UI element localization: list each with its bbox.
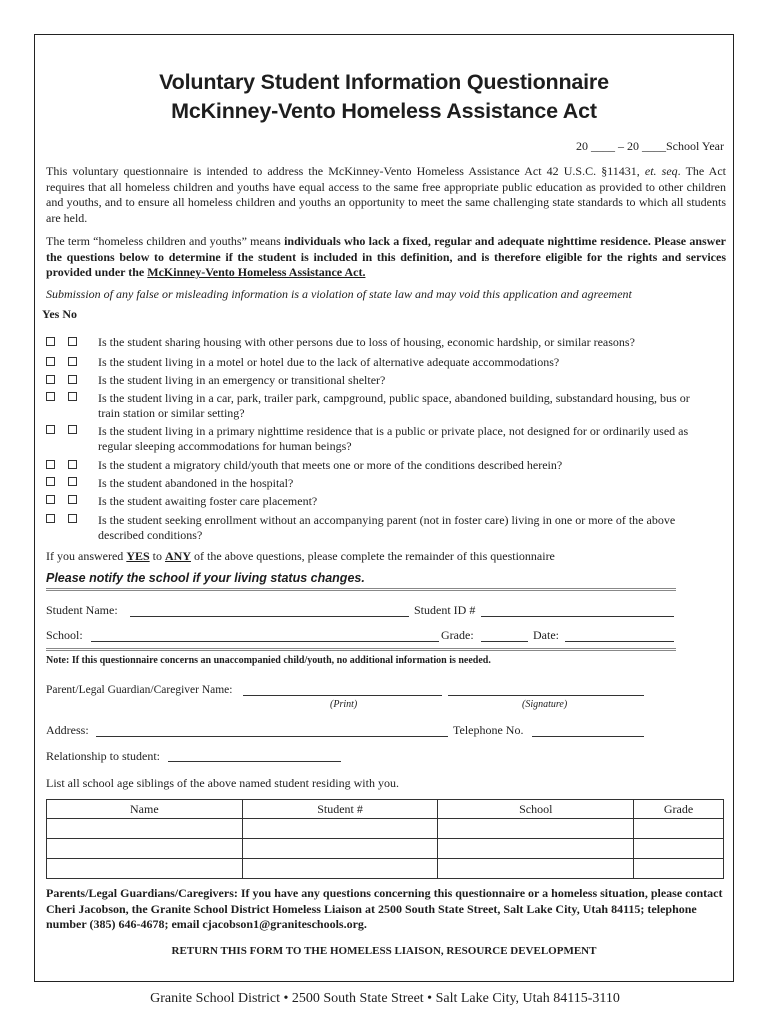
yes-no-header: Yes No [42,307,77,321]
table-cell[interactable] [634,819,724,839]
signature-caption: (Signature) [522,699,568,710]
question-5: Is the student living in a primary nighttime residence that is a public or private place, not designed for or ordinarily used as regular sleeping accommodations for human beings? [98,424,689,453]
table-row [47,859,724,879]
address-label: Address: [46,723,89,737]
section-divider [46,588,676,591]
table-cell[interactable] [47,859,243,879]
q4-no-checkbox[interactable] [68,392,77,401]
student-name-label: Student Name: [46,603,118,617]
q5-no-checkbox[interactable] [68,425,77,434]
q1-no-checkbox[interactable] [68,337,77,346]
table-row [47,819,724,839]
relationship-field[interactable] [168,761,341,762]
q8-no-checkbox[interactable] [68,495,77,504]
form-subtitle: McKinney-Vento Homeless Assistance Act [171,99,597,123]
q3-no-checkbox[interactable] [68,375,77,384]
return-instruction: RETURN THIS FORM TO THE HOMELESS LIAISON, RESOURCE DEVELOPMENT [171,945,597,957]
table-cell[interactable] [47,839,243,859]
student-id-label: Student ID # [414,603,476,617]
header-grade: Grade [634,800,724,819]
siblings-intro: List all school age siblings of the above named student residing with you. [46,776,399,790]
q9-yes-checkbox[interactable] [46,514,55,523]
table-cell[interactable] [438,819,634,839]
question-8: Is the student awaiting foster care placement? [98,494,318,508]
question-7: Is the student abandoned in the hospital? [98,476,294,490]
q7-yes-checkbox[interactable] [46,477,55,486]
table-cell[interactable] [242,819,438,839]
siblings-table [46,799,724,879]
notify-banner: Please notify the school if your living status changes. [46,571,365,585]
q9-no-checkbox[interactable] [68,514,77,523]
guardian-signature-field[interactable] [448,695,644,696]
intro-paragraph: This voluntary questionnaire is intended to address the McKinney-Vento Homeless Assistance Act 42 U.S.C. §11431, et. seq. The Act requires that all homeless children and youths have equal access to the same free appropriate public education as provided to other children and youths, and to ensure all homeless children and youths an opportunity to meet the same challenging state standards to which all students are held. [46,164,727,225]
date-label: Date: [533,628,559,642]
school-field[interactable] [91,641,439,642]
page-footer: Granite School District • 2500 South State Street • Salt Lake City, Utah 84115-3110 [150,991,620,1006]
q1-yes-checkbox[interactable] [46,337,55,346]
telephone-field[interactable] [532,736,644,737]
question-2: Is the student living in a motel or hotel due to the lack of alternative adequate accommodations? [98,355,560,369]
school-year: 20 ____ – 20 ____School Year [575,139,724,153]
q5-yes-checkbox[interactable] [46,425,55,434]
student-id-field[interactable] [481,616,674,617]
followup-instruction: If you answered YES to ANY of the above questions, please complete the remainder of this questionnaire [46,549,555,563]
question-9: Is the student seeking enrollment without an accompanying parent (not in foster care) living in one or more of the above described conditions? [98,513,676,542]
table-header-row [47,800,724,819]
grade-field[interactable] [481,641,528,642]
relationship-label: Relationship to student: [46,749,160,763]
q4-yes-checkbox[interactable] [46,392,55,401]
question-3: Is the student living in an emergency or transitional shelter? [98,373,386,387]
table-cell[interactable] [438,859,634,879]
header-student-number: Student # [242,800,438,819]
grade-label: Grade: [441,628,474,642]
q7-no-checkbox[interactable] [68,477,77,486]
table-row [47,839,724,859]
date-field[interactable] [565,641,674,642]
telephone-label: Telephone No. [453,723,524,737]
question-6: Is the student a migratory child/youth that meets one or more of the conditions described herein? [98,458,563,472]
q3-yes-checkbox[interactable] [46,375,55,384]
warning-text: Submission of any false or misleading information is a violation of state law and may void this application and agreement [46,287,632,301]
form-title: Voluntary Student Information Questionnaire [159,70,609,94]
unaccompanied-note: Note: If this questionnaire concerns an unaccompanied child/youth, no additional information is needed. [46,655,491,666]
question-4: Is the student living in a car, park, trailer park, campground, public space, abandoned building, substandard housing, bus or train station or similar setting? [98,391,690,420]
table-cell[interactable] [634,839,724,859]
q8-yes-checkbox[interactable] [46,495,55,504]
definition-paragraph: The term “homeless children and youths” means individuals who lack a fixed, regular and adequate nighttime residence. Please answer the questions below to determine if the student is included in this definition, and is therefore eligible for the rights and services provided under the McKinney-Vento Homeless Assistance Act. [46,234,726,279]
guardian-print-field[interactable] [243,695,442,696]
student-name-field[interactable] [130,616,409,617]
table-cell[interactable] [438,839,634,859]
table-cell[interactable] [242,839,438,859]
table-cell[interactable] [634,859,724,879]
section-divider [46,648,676,651]
question-1: Is the student sharing housing with other persons due to loss of housing, economic hardship, or similar reasons? [98,335,635,349]
q6-no-checkbox[interactable] [68,460,77,469]
school-label: School: [46,628,83,642]
table-cell[interactable] [47,819,243,839]
guardian-label: Parent/Legal Guardian/Caregiver Name: [46,684,233,696]
header-school: School [438,800,634,819]
q2-yes-checkbox[interactable] [46,357,55,366]
header-name: Name [47,800,243,819]
address-field[interactable] [96,736,448,737]
print-caption: (Print) [330,699,358,710]
q2-no-checkbox[interactable] [68,357,77,366]
table-cell[interactable] [242,859,438,879]
contact-paragraph: Parents/Legal Guardians/Caregivers: If you have any questions concerning this questionnaire or a homeless situation, please contact Cheri Jacobson, the Granite School District Homeless Liaison at 2500 South State Street, Salt Lake City, Utah 84115; telephone number (385) 646-4678; email cjacobson1@graniteschools.org. [46,886,723,931]
q6-yes-checkbox[interactable] [46,460,55,469]
